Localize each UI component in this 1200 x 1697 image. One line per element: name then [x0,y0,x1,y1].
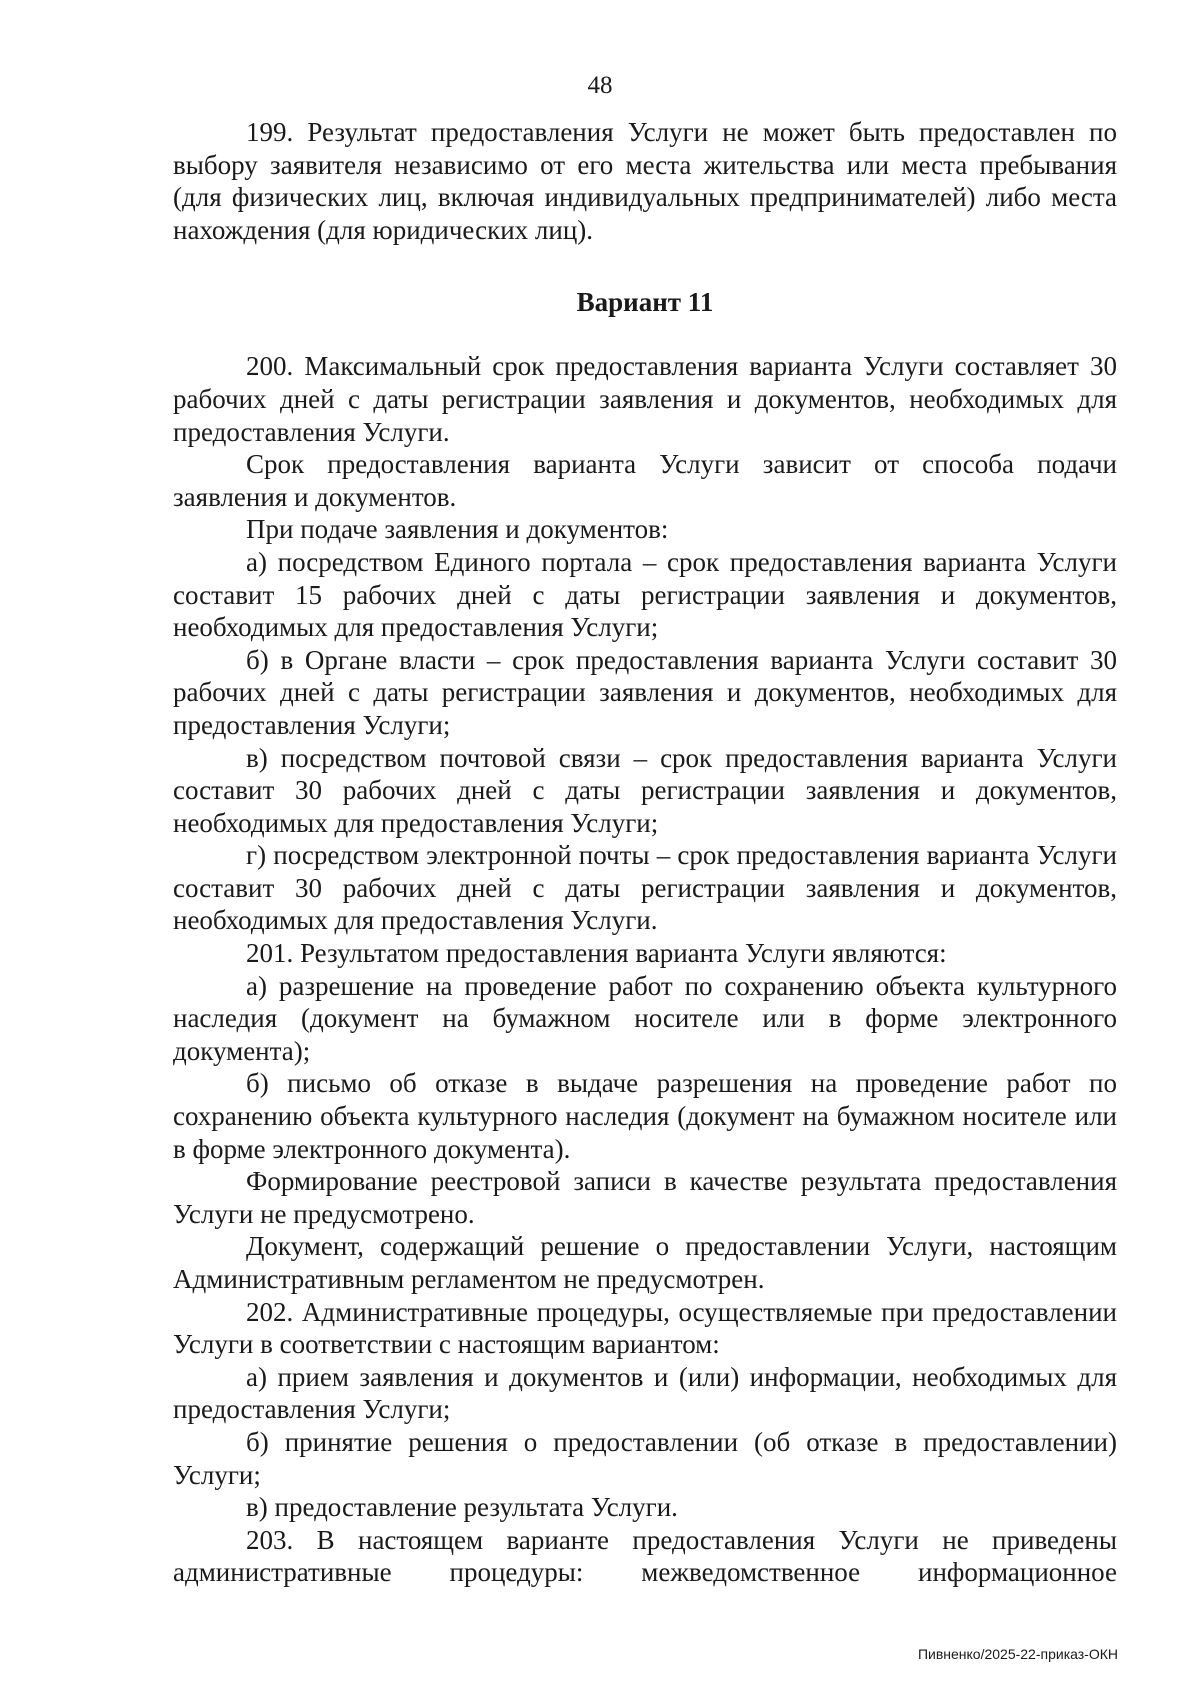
paragraph: Формирование реестровой записи в качестве результата предоставления Услуги не предусмотрено. [173,1166,1117,1229]
list-item: г) посредством электронной почты – срок предоставления варианта Услуги составит 30 рабочих дней с даты регистрации заявления и документов, необходимых для предоставления Услуги. [173,840,1117,936]
paragraph: Срок предоставления варианта Услуги зависит от способа подачи заявления и документов. [173,449,1117,512]
footer-document-code: Пивненко/2025-22-приказ-ОКН [917,1646,1118,1662]
paragraph: 203. В настоящем варианте предоставления Услуги не приведены административные процедуры: межведомственное информационное [173,1524,1117,1588]
list-item: а) прием заявления и документов и (или) информации, необходимых для предоставления Услуги; [173,1361,1117,1425]
paragraph: 199. Результат предоставления Услуги не может быть предоставлен по выбору заявителя независимо от его места жительства или места пребывания (для физических лиц, включая индивидуальных предпринимателей) либо места нахождения (для юридических лиц). [173,117,1117,245]
paragraph: При подаче заявления и документов: [246,514,669,545]
paragraph: 200. Максимальный срок предоставления варианта Услуги составляет 30 рабочих дней с даты регистрации заявления и документов, необходимых для предоставления Услуги. [173,351,1117,447]
paragraph: 201. Результатом предоставления варианта Услуги являются: [246,938,947,969]
page-number: 48 [587,72,613,99]
list-item: а) посредством Единого портала – срок предоставления варианта Услуги составит 15 рабочих дней с даты регистрации заявления и документов, необходимых для предоставления Услуги; [173,546,1117,643]
list-item: в) предоставление результата Услуги. [246,1492,678,1523]
list-item: б) принятие решения о предоставлении (об отказе в предоставлении) Услуги; [173,1426,1117,1490]
paragraph: 202. Административные процедуры, осуществляемые при предоставлении Услуги в соответствии с настоящим вариантом: [173,1296,1117,1360]
list-item: в) посредством почтовой связи – срок предоставления варианта Услуги составит 30 рабочих дней с даты регистрации заявления и документов, необходимых для предоставления Услуги; [173,742,1117,838]
section-heading: Вариант 11 [576,287,714,318]
paragraph: Документ, содержащий решение о предоставлении Услуги, настоящим Административным регламентом не предусмотрен. [173,1231,1117,1294]
list-item: б) письмо об отказе в выдаче разрешения на проведение работ по сохранению объекта культурного наследия (документ на бумажном носителе или в форме электронного документа). [173,1068,1117,1164]
list-item: б) в Органе власти – срок предоставления варианта Услуги составит 30 рабочих дней с даты регистрации заявления и документов, необходимых для предоставления Услуги; [173,644,1117,740]
document-body [173,116,1117,1589]
list-item: а) разрешение на проведение работ по сохранению объекта культурного наследия (документ на бумажном носителе или в форме электронного документа); [173,970,1117,1066]
